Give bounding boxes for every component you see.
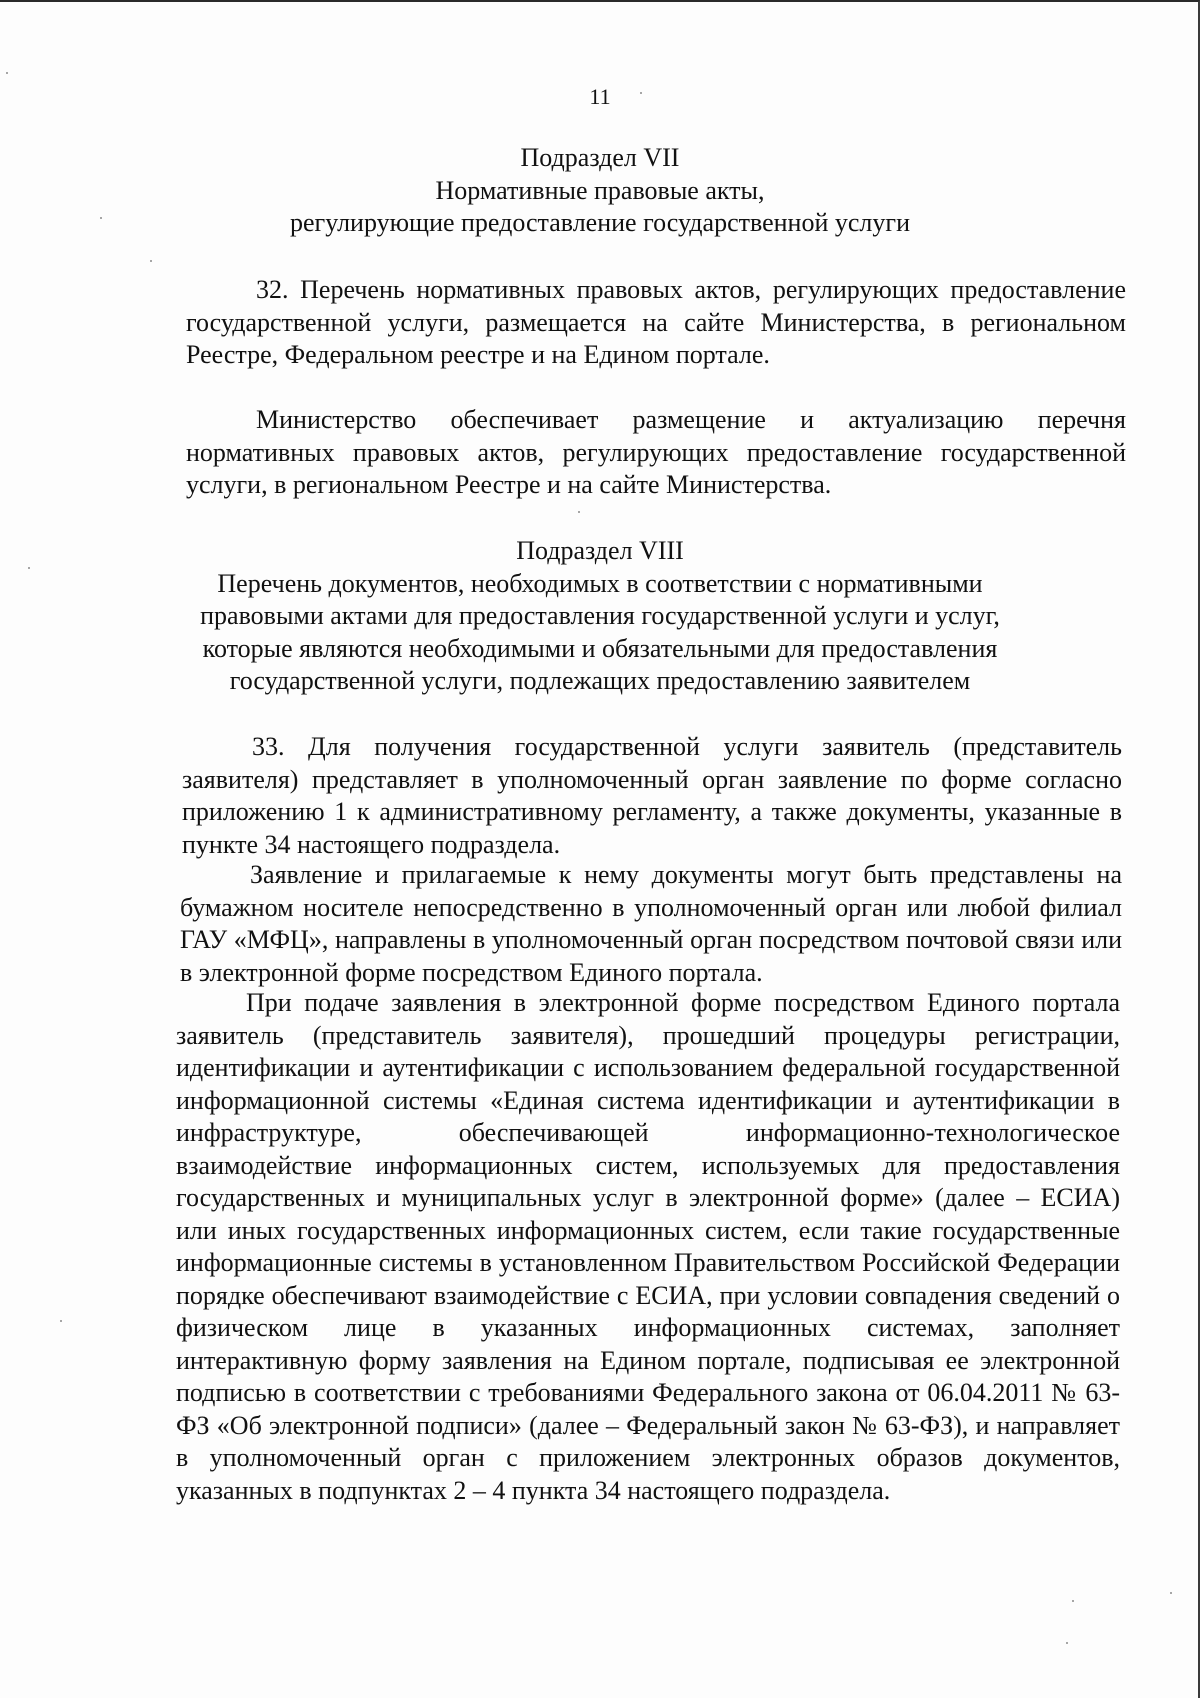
subsection-7-heading [0, 142, 1200, 240]
scan-speck [6, 72, 8, 74]
scan-speck [1066, 1642, 1068, 1644]
subsection-8-heading-line: Подраздел VIII [516, 536, 684, 565]
scan-speck [640, 92, 642, 94]
subsection-8-heading [0, 535, 1200, 698]
subsection-7-heading-line: Нормативные правовые акты, [435, 175, 765, 205]
subsection-7-heading-line: регулирующие предоставление государственной услуги [290, 208, 910, 237]
scan-speck [1072, 1600, 1074, 1602]
paragraph-32: 32. Перечень нормативных правовых актов, регулирующих предоставление государственной услуги, размещается на сайте Министерства, в региональном Реестре, Федеральном реестре и на Едином портале. [186, 275, 1126, 369]
scan-speck [60, 1320, 62, 1322]
scan-speck [578, 511, 580, 513]
subsection-8-heading-line: правовыми актами для предоставления государственной услуги и услуг, [200, 601, 1000, 630]
paragraph-33-electronic: При подаче заявления в электронной форме посредством Единого портала заявитель (представитель заявителя), прошедший процедуры регистрации, идентификации и аутентификации с использованием федеральной государственной информационной системы «Единая система идентификации и аутентификации в инфраструктуре, обеспечивающей информационно-технологическое взаимодействие информационных систем, используемых для предоставления государственных и муниципальных услуг в электронной форме» (далее – ЕСИА) или иных государственных информационных систем, если такие государственные информационные системы в установленном Правительством Российской Федерации порядке обеспечивают взаимодействие с ЕСИА, при условии совпадения сведений о физическом лице в указанных информационных системах, заполняет интерактивную форму заявления на Едином портале, подписывая ее электронной подписью в соответствии с требованиями Федерального закона от 06.04.2011 № 63-ФЗ «Об электронной подписи» (далее – Федеральный закон № 63-ФЗ), и направляет в уполномоченный орган с приложением электронных образов документов, указанных в подпунктах 2 – 4 пункта 34 настоящего подраздела. [176, 988, 1120, 1505]
scan-speck [28, 567, 30, 569]
page-number: 11 [589, 84, 611, 109]
subsection-8-heading-line: государственной услуги, подлежащих предоставлению заявителем [229, 666, 971, 695]
subsection-8-heading-line: которые являются необходимыми и обязательными для предоставления [202, 633, 998, 663]
subsection-8-heading-line: Перечень документов, необходимых в соответствии с нормативными [217, 568, 983, 598]
scan-speck [1170, 1592, 1172, 1594]
scan-speck [100, 217, 102, 219]
subsection-7-heading-line: Подраздел VII [520, 143, 680, 172]
paragraph-33: 33. Для получения государственной услуги заявитель (представитель заявителя) представляет в уполномоченный орган заявление по форме согласно приложению 1 к административному регламенту, а также документы, указанные в пункте 34 настоящего подраздела. [182, 732, 1122, 859]
paragraph-32-ministry: Министерство обеспечивает размещение и актуализацию перечня нормативных правовых актов, регулирующих предоставление государственной услуги, в региональном Реестре и на сайте Министерства. [186, 405, 1126, 499]
scan-speck [150, 260, 152, 262]
paragraph-33-submission: Заявление и прилагаемые к нему документы могут быть представлены на бумажном носителе непосредственно в уполномоченный орган или любой филиал ГАУ «МФЦ», направлены в уполномоченный орган посредством почтовой связи или в электронной форме посредством Единого портала. [180, 860, 1122, 987]
